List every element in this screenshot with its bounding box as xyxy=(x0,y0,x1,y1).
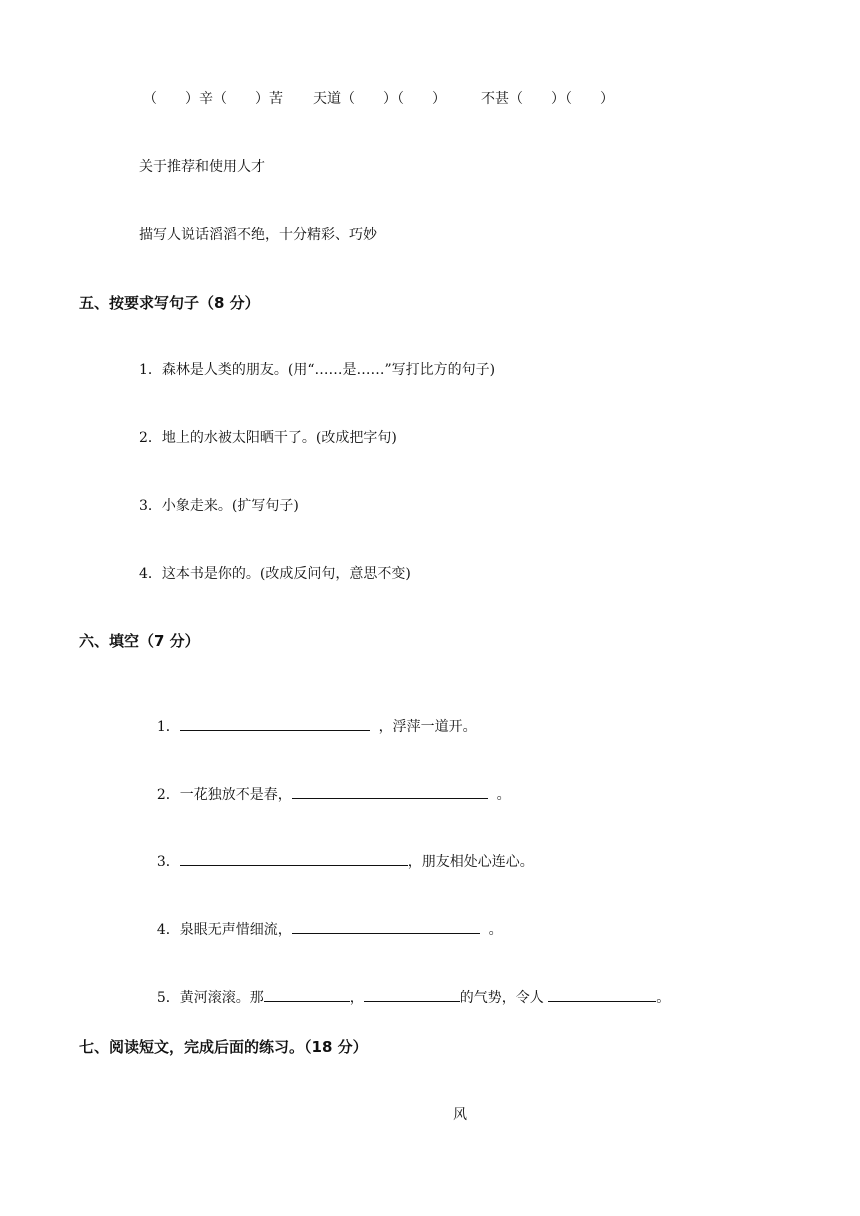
idiom-group-1: （ ）辛（ ）苦 xyxy=(143,91,283,107)
fill-item-4 xyxy=(139,903,503,957)
fill-item-text: 。 xyxy=(496,787,511,803)
section-5-heading: 五、按要求写句子（8 分） xyxy=(79,294,260,312)
fill-item-text: ， xyxy=(349,990,364,1006)
fill-item-1 xyxy=(139,700,477,754)
fill-item-3 xyxy=(139,835,534,889)
fill-item-text: 的气势，令人 xyxy=(459,990,544,1006)
answer-blank[interactable] xyxy=(292,786,488,799)
idiom-prompt: 关于推荐和使用人才 xyxy=(139,159,265,175)
answer-blank[interactable] xyxy=(180,718,370,731)
idiom-prompt: 描写人说话滔滔不绝，十分精彩、巧妙 xyxy=(139,227,377,243)
fill-item-5 xyxy=(139,971,670,1025)
fill-item-number: 3． xyxy=(156,854,180,870)
fill-item-text: ，朋友相处心连心。 xyxy=(407,854,534,870)
answer-blank[interactable] xyxy=(364,989,460,1002)
fill-item-2 xyxy=(139,768,511,822)
section-6-heading: 六、填空（7 分） xyxy=(79,632,200,650)
answer-blank[interactable] xyxy=(264,989,350,1002)
section-7-heading: 七、阅读短文，完成后面的练习。（18 分） xyxy=(79,1038,368,1056)
fill-item-text: 。 xyxy=(656,990,671,1006)
fill-item-text: 5．黄河滚滚。那 xyxy=(156,990,264,1006)
answer-blank[interactable] xyxy=(548,989,656,1002)
passage-title: 风 xyxy=(453,1107,467,1123)
fill-item-text: 2．一花独放不是春， xyxy=(156,787,292,803)
fill-item-text: ，浮萍一道开。 xyxy=(378,719,477,735)
fill-item-text: 。 xyxy=(488,922,503,938)
section-5-item: 3．小象走来。(扩写句子) xyxy=(139,498,299,514)
section-5-item: 1．森林是人类的朋友。(用“……是……”写打比方的句子) xyxy=(139,362,496,378)
idiom-group-3: 不甚（ ）（ ） xyxy=(481,91,614,107)
fill-item-number: 1． xyxy=(156,719,180,735)
fill-item-text: 4．泉眼无声惜细流， xyxy=(156,922,292,938)
section-5-item: 4．这本书是你的。(改成反问句，意思不变) xyxy=(139,566,411,582)
answer-blank[interactable] xyxy=(180,853,408,866)
section-5-item: 2．地上的水被太阳晒干了。(改成把字句) xyxy=(139,430,397,446)
answer-blank[interactable] xyxy=(292,921,480,934)
idiom-group-2: 天道（ ）（ ） xyxy=(313,91,446,107)
